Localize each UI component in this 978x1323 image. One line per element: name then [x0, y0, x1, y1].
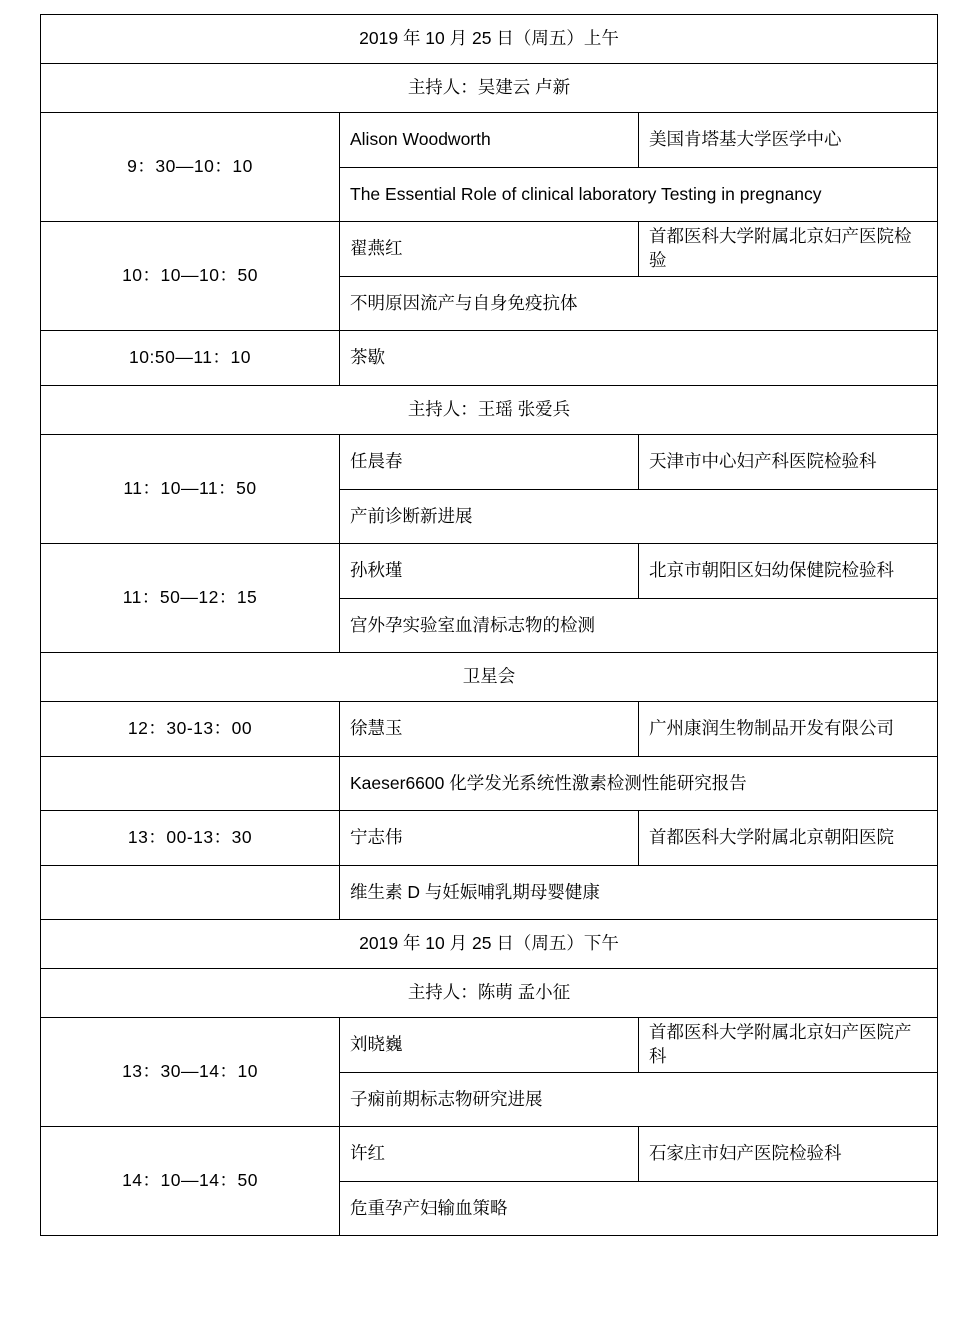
table-row-afternoon-header: [41, 920, 938, 969]
table-row-morning-header: [41, 15, 938, 64]
chair-line-3: 主持人：陈萌 孟小征: [41, 969, 938, 1018]
time-slot-4: 11：50—12：15: [41, 544, 340, 653]
speaker-name-afternoon-2: 许红: [340, 1127, 639, 1182]
affiliation-afternoon-1: 首都医科大学附属北京妇产医院产科: [639, 1018, 938, 1073]
time-slot-satellite-2-blank: [41, 866, 340, 920]
affiliation-satellite-1: 广州康润生物制品开发有限公司: [639, 702, 938, 757]
morning-session-title: 2019 年 10 月 25 日（周五）上午: [41, 15, 938, 64]
table-row-chair-2: [41, 386, 938, 435]
time-slot-satellite-1: 12：30-13：00: [41, 702, 340, 757]
time-slot-2: 10：10—10：50: [41, 222, 340, 331]
affiliation-satellite-2: 首都医科大学附属北京朝阳医院: [639, 811, 938, 866]
chair-line-2: 主持人：王瑶 张爱兵: [41, 386, 938, 435]
time-slot-satellite-1-blank: [41, 757, 340, 811]
table-row-item-1-speaker: [41, 113, 938, 168]
table-row-chair-1: [41, 64, 938, 113]
time-slot-satellite-2: 13：00-13：30: [41, 811, 340, 866]
table-row-item-3-speaker: [41, 435, 938, 490]
speaker-name-afternoon-1: 刘晓巍: [340, 1018, 639, 1073]
topic-afternoon-1: 子痫前期标志物研究进展: [340, 1073, 938, 1127]
speaker-name-3: 任晨春: [340, 435, 639, 490]
topic-3: 产前诊断新进展: [340, 490, 938, 544]
time-slot-afternoon-2: 14：10—14：50: [41, 1127, 340, 1236]
table-row-item-2-speaker: [41, 222, 938, 277]
table-row-chair-3: [41, 969, 938, 1018]
topic-1: The Essential Role of clinical laboratory Testing in pregnancy: [340, 168, 938, 222]
affiliation-4: 北京市朝阳区妇幼保健院检验科: [639, 544, 938, 599]
affiliation-afternoon-2: 石家庄市妇产医院检验科: [639, 1127, 938, 1182]
speaker-name-1: Alison Woodworth: [340, 113, 639, 168]
table-row-afternoon-1-speaker: [41, 1018, 938, 1073]
speaker-name-4: 孙秋瑾: [340, 544, 639, 599]
topic-2: 不明原因流产与自身免疫抗体: [340, 277, 938, 331]
table-row-satellite-2-topic: [41, 866, 938, 920]
break-label: 茶歇: [340, 331, 938, 386]
agenda-table: [40, 14, 938, 1236]
topic-satellite-2: 维生素 D 与妊娠哺乳期母婴健康: [340, 866, 938, 920]
table-row-break: [41, 331, 938, 386]
table-row-afternoon-2-speaker: [41, 1127, 938, 1182]
time-slot-break: 10:50—11：10: [41, 331, 340, 386]
table-row-item-4-speaker: [41, 544, 938, 599]
satellite-session-title: 卫星会: [41, 653, 938, 702]
affiliation-1: 美国肯塔基大学医学中心: [639, 113, 938, 168]
topic-afternoon-2: 危重孕产妇输血策略: [340, 1182, 938, 1236]
affiliation-2: 首都医科大学附属北京妇产医院检验: [639, 222, 938, 277]
time-slot-3: 11：10—11：50: [41, 435, 340, 544]
table-row-satellite-1-topic: [41, 757, 938, 811]
time-slot-1: 9：30—10：10: [41, 113, 340, 222]
chair-line-1: 主持人：吴建云 卢新: [41, 64, 938, 113]
table-row-satellite-header: [41, 653, 938, 702]
afternoon-session-title: 2019 年 10 月 25 日（周五）下午: [41, 920, 938, 969]
table-row-satellite-2-speaker: [41, 811, 938, 866]
time-slot-afternoon-1: 13：30—14：10: [41, 1018, 340, 1127]
table-row-satellite-1-speaker: [41, 702, 938, 757]
speaker-name-satellite-1: 徐慧玉: [340, 702, 639, 757]
speaker-name-2: 翟燕红: [340, 222, 639, 277]
topic-satellite-1: Kaeser6600 化学发光系统性激素检测性能研究报告: [340, 757, 938, 811]
topic-4: 宫外孕实验室血清标志物的检测: [340, 599, 938, 653]
affiliation-3: 天津市中心妇产科医院检验科: [639, 435, 938, 490]
speaker-name-satellite-2: 宁志伟: [340, 811, 639, 866]
